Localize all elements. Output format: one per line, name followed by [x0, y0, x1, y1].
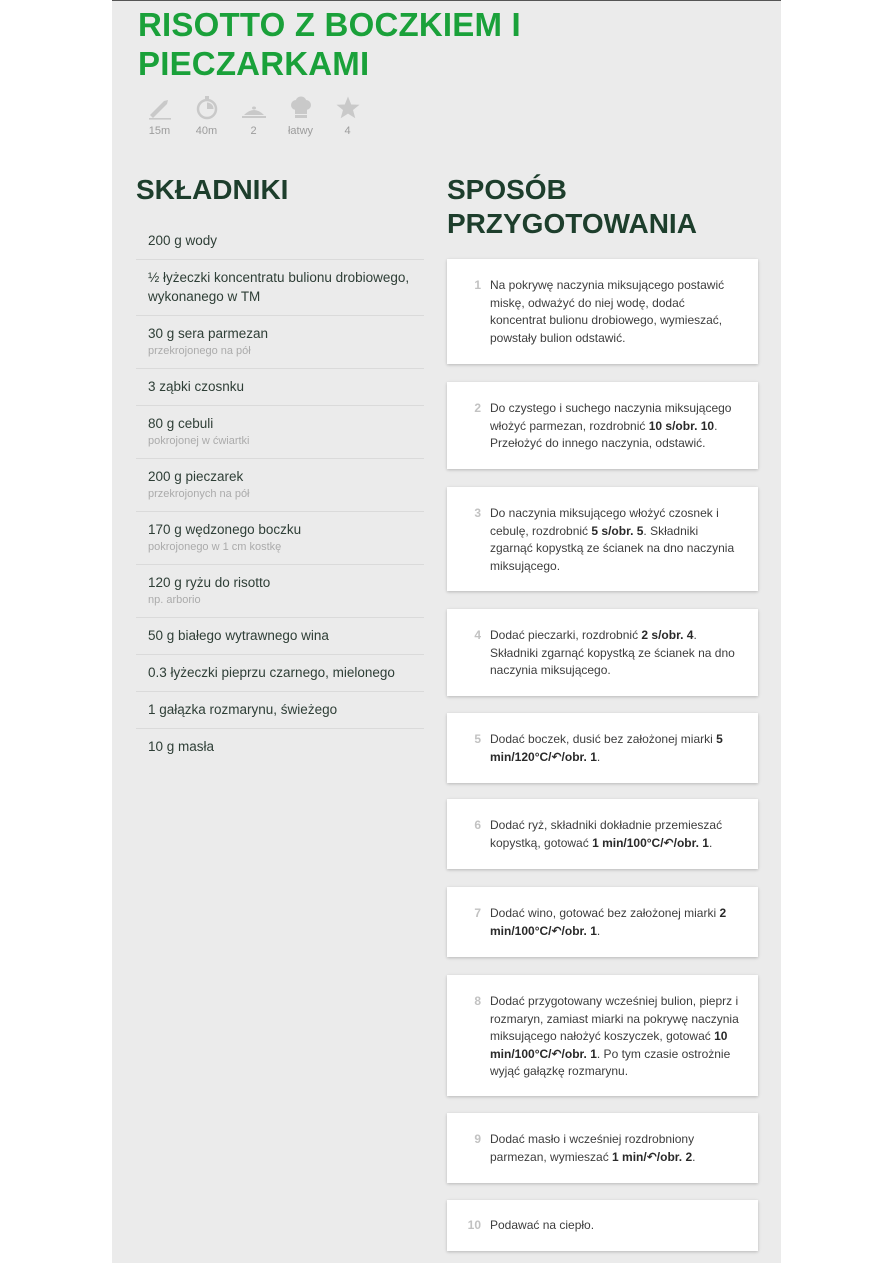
step-text — [490, 400, 742, 453]
ingredient-name: ½ łyżeczki koncentratu bulionu drobiowego, wykonanego w TM — [148, 270, 410, 304]
step-text-segment: Dodać masło i wcześniej rozdrobniony parmezan, wymieszać — [490, 1132, 695, 1164]
ingredient-item — [136, 512, 424, 565]
step-number: 1 — [474, 278, 481, 292]
recipe-title: RISOTTO Z BOCZKIEM I PIECZARKAMI — [138, 6, 521, 82]
step-number: 4 — [474, 628, 481, 642]
ingredient-name: 200 g pieczarek — [148, 469, 244, 484]
step-card — [447, 1113, 758, 1183]
prep-time — [136, 95, 183, 137]
step-number: 2 — [474, 401, 481, 415]
ingredient-note: przekrojonych na pół — [148, 488, 250, 500]
step-text-segment: Dodać przygotowany wcześniej bulion, pieprz i rozmaryn, zamiast miarki na pokrywę naczynia miksującego nałożyć koszyczek, gotować — [490, 994, 739, 1043]
ingredient-name: 10 g masła — [148, 739, 215, 754]
preparation-heading: SPOSÓB PRZYGOTOWANIA — [447, 174, 697, 239]
step-card — [447, 713, 758, 783]
ingredient-item — [136, 692, 424, 729]
step-text-segment: Do naczynia miksującego włożyć czosnek i cebulę, rozdrobnić — [490, 506, 719, 538]
ingredient-name: 3 ząbki czosnku — [148, 379, 245, 394]
step-number: 6 — [474, 818, 481, 832]
step-text-segment: . Składniki zgarnąć kopystką ze ścianek na dno naczynia miksującego. — [490, 628, 735, 677]
ingredient-item — [136, 223, 424, 260]
timer-icon — [194, 95, 220, 121]
step-card — [447, 382, 758, 469]
step-text — [490, 1131, 742, 1166]
step-setting: 10 min/100°C/↶/obr. 1 — [490, 1029, 728, 1061]
step-text — [490, 505, 742, 575]
step-text — [490, 627, 742, 680]
ingredient-note: pokrojonej w ćwiartki — [148, 435, 250, 447]
ingredient-item — [136, 565, 424, 618]
ingredient-item — [136, 406, 424, 459]
step-text-segment: . Przełożyć do innego naczynia, odstawić. — [490, 418, 718, 450]
step-text-segment: . Składniki zgarnąć kopystką ze ścianek na dno naczynia miksującego. — [490, 523, 735, 573]
serving-dish-icon — [241, 95, 267, 121]
step-card — [447, 1200, 758, 1251]
step-setting: 1 min/↶/obr. 2 — [612, 1149, 693, 1164]
step-text — [490, 731, 742, 766]
ingredient-item — [136, 655, 424, 692]
ingredients-list — [136, 223, 424, 765]
step-card — [447, 487, 758, 591]
ingredient-item — [136, 729, 424, 765]
ingredient-name: 200 g wody — [148, 233, 218, 248]
step-setting: 1 min/100°C/↶/obr. 1 — [592, 835, 709, 850]
ingredient-name: 0.3 łyżeczki pieprzu czarnego, mielonego — [148, 665, 395, 680]
step-setting: 5 s/obr. 5 — [591, 523, 644, 538]
step-card — [447, 887, 758, 957]
meta-value: 15m — [148, 125, 171, 137]
ingredient-note: przekrojonego na pół — [148, 345, 251, 357]
step-number: 10 — [467, 1218, 481, 1232]
step-card — [447, 799, 758, 869]
ingredient-note: np. arborio — [148, 594, 201, 606]
step-text-segment: . — [596, 923, 601, 938]
chef-hat-icon — [288, 95, 314, 121]
step-text-segment: . — [596, 749, 601, 764]
step-setting: 10 s/obr. 10 — [648, 418, 715, 433]
step-number: 9 — [474, 1132, 481, 1146]
meta-value: łatwy — [287, 125, 314, 137]
difficulty — [277, 95, 324, 137]
step-card — [447, 975, 758, 1096]
rating — [324, 95, 371, 137]
step-number: 5 — [474, 732, 481, 746]
step-card — [447, 259, 758, 364]
meta-value: 2 — [250, 125, 257, 137]
step-text-segment: Do czystego i suchego naczynia miksującego włożyć parmezan, rozdrobnić — [490, 401, 732, 433]
step-card — [447, 609, 758, 696]
step-text-segment: Dodać wino, gotować bez założonej miarki — [490, 906, 720, 920]
ingredient-item — [136, 618, 424, 655]
ingredient-item — [136, 459, 424, 512]
recipe-meta — [136, 95, 371, 137]
step-setting: 5 min/120°C/↶/obr. 1 — [490, 732, 723, 764]
star-icon — [335, 95, 361, 121]
step-number: 3 — [474, 506, 481, 520]
step-number: 7 — [474, 906, 481, 920]
ingredients-heading: SKŁADNIKI — [136, 174, 289, 205]
step-text — [490, 905, 742, 940]
step-setting: 2 min/100°C/↶/obr. 1 — [490, 906, 727, 938]
knife-icon — [147, 95, 173, 121]
ingredient-item — [136, 316, 424, 369]
meta-value: 4 — [344, 125, 351, 137]
step-text-segment: Podawać na ciepło. — [490, 1218, 595, 1232]
servings — [230, 95, 277, 137]
step-text-segment: Na pokrywę naczynia miksującego postawić miskę, odważyć do niej wodę, dodać koncentrat bulionu drobiowego, wymieszać, powstały bulion odstawić. — [490, 278, 725, 345]
total-time — [183, 95, 230, 137]
ingredient-name: 1 gałązka rozmarynu, świeżego — [148, 702, 338, 717]
step-text — [490, 277, 742, 347]
ingredient-name: 120 g ryżu do risotto — [148, 575, 271, 590]
ingredient-item — [136, 260, 424, 316]
step-text-segment: . Po tym czasie ostrożnie wyjąć gałązkę rozmarynu. — [490, 1046, 731, 1078]
meta-value: 40m — [195, 125, 218, 137]
ingredient-name: 30 g sera parmezan — [148, 326, 269, 341]
step-text-segment: Dodać boczek, dusić bez założonej miarki — [490, 732, 717, 746]
ingredient-name: 80 g cebuli — [148, 416, 214, 431]
step-text-segment: Dodać pieczarki, rozdrobnić — [490, 628, 642, 642]
step-text — [490, 993, 742, 1081]
step-text-segment: . — [692, 1149, 696, 1164]
step-setting: 2 s/obr. 4 — [641, 628, 694, 642]
ingredient-name: 50 g białego wytrawnego wina — [148, 628, 329, 643]
ingredient-name: 170 g wędzonego boczku — [148, 522, 302, 537]
step-text — [490, 1217, 742, 1235]
step-text-segment: . — [708, 835, 713, 850]
ingredient-note: pokrojonego w 1 cm kostkę — [148, 541, 282, 553]
step-number: 8 — [474, 994, 481, 1008]
ingredient-item — [136, 369, 424, 406]
step-text — [490, 817, 742, 852]
recipe-page — [112, 0, 781, 1263]
step-text-segment: Dodać ryż, składniki dokładnie przemieszać kopystką, gotować — [490, 818, 723, 850]
